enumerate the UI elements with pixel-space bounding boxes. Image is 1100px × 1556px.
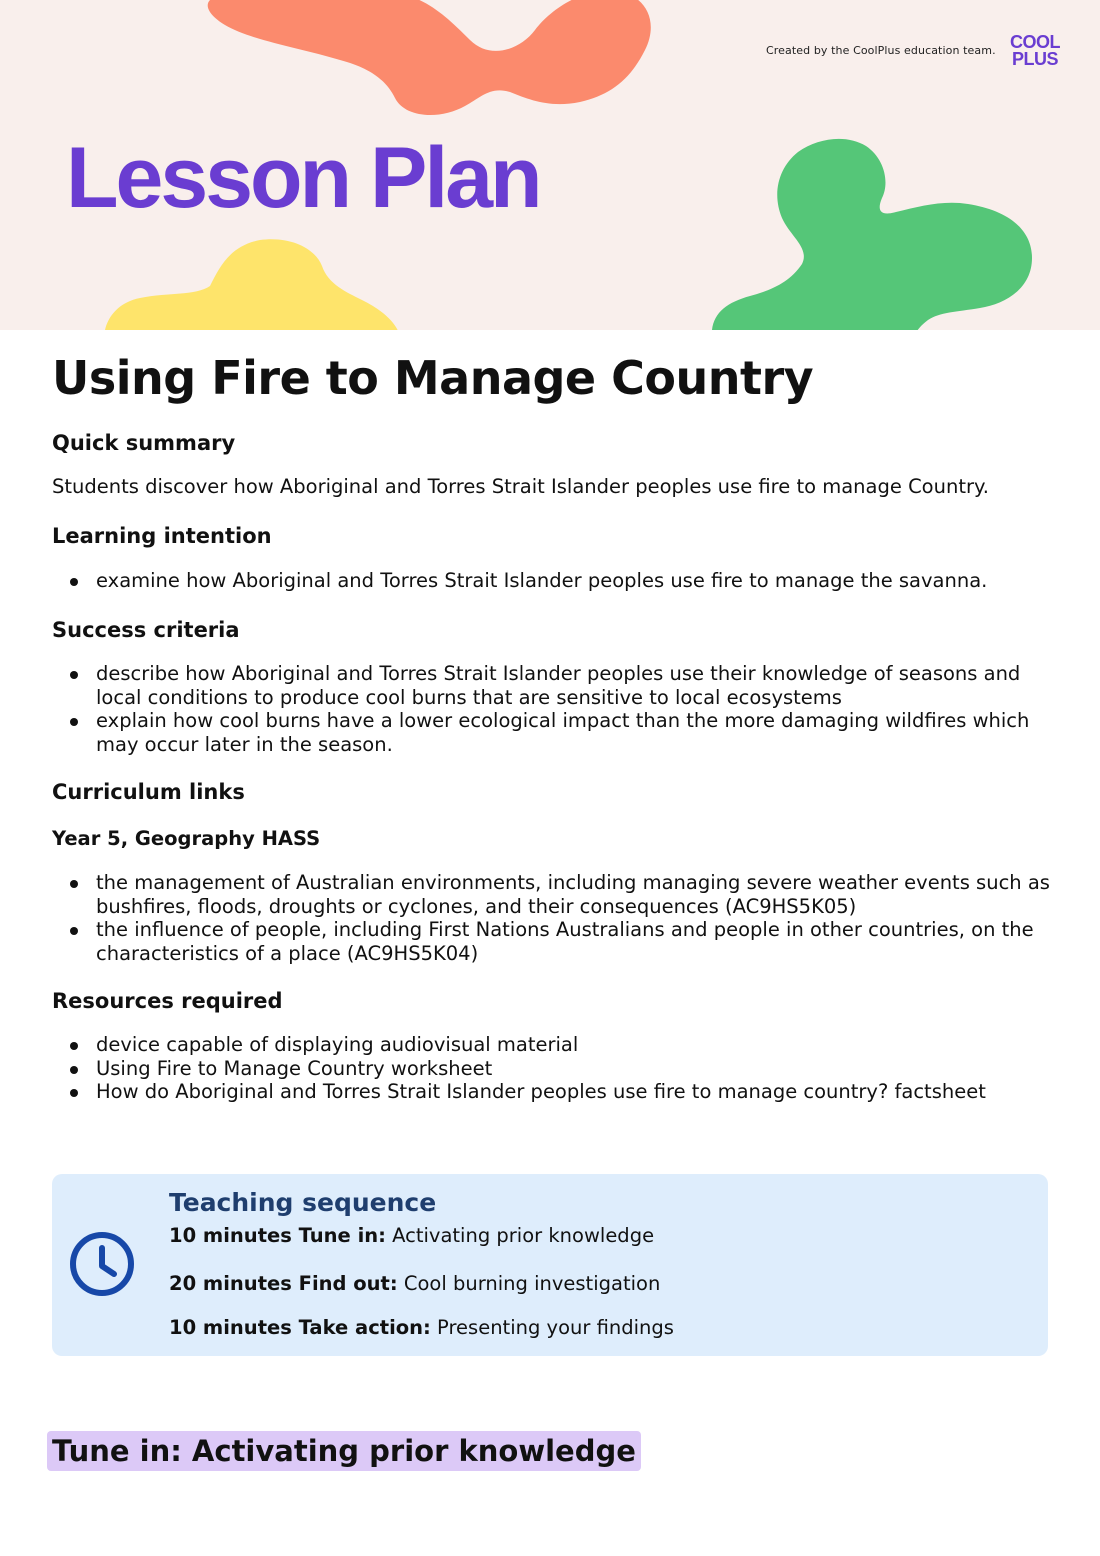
sequence-item bbox=[169, 1272, 660, 1296]
curriculum-links-list bbox=[52, 871, 1052, 965]
quick-summary-text: Students discover how Aboriginal and Torres Strait Islander peoples use fire to manage Country. bbox=[52, 475, 989, 498]
credit-text: Created by the CoolPlus education team. bbox=[766, 44, 996, 57]
green-decoration bbox=[706, 132, 1046, 330]
logo-line-1: COOL bbox=[1010, 32, 1060, 52]
teaching-sequence-box bbox=[52, 1174, 1048, 1356]
learning-intention-list bbox=[52, 569, 1052, 593]
resources-heading: Resources required bbox=[52, 989, 283, 1013]
lesson-content bbox=[52, 345, 1052, 1103]
list-item: Using Fire to Manage Country worksheet bbox=[52, 1057, 1052, 1081]
sequence-item bbox=[169, 1224, 654, 1248]
sequence-item bbox=[169, 1316, 674, 1340]
curriculum-links-heading: Curriculum links bbox=[52, 780, 245, 804]
sequence-item-text: Activating prior knowledge bbox=[385, 1224, 655, 1247]
list-item: device capable of displaying audiovisual material bbox=[52, 1033, 1052, 1057]
hero-banner bbox=[0, 0, 1100, 330]
success-criteria-heading: Success criteria bbox=[52, 618, 240, 642]
list-item: How do Aboriginal and Torres Strait Islander peoples use fire to manage country? factsheet bbox=[52, 1080, 1052, 1104]
sequence-item-label: 10 minutes Take action: bbox=[169, 1316, 431, 1339]
success-criteria-list bbox=[52, 662, 1052, 756]
lesson-title: Using Fire to Manage Country bbox=[52, 351, 814, 405]
learning-intention-heading: Learning intention bbox=[52, 524, 272, 548]
list-item: the management of Australian environments, including managing severe weather events such as bushfires, floods, droughts or cyclones, and their consequences (AC9HS5K05) bbox=[52, 871, 1052, 918]
coolplus-logo bbox=[1003, 34, 1067, 74]
list-item: examine how Aboriginal and Torres Strait Islander peoples use fire to manage the savanna. bbox=[52, 569, 1052, 593]
list-item: the influence of people, including First Nations Australians and people in other countries, on the characteristics of a place (AC9HS5K04) bbox=[52, 918, 1052, 965]
logo-line-2: PLUS bbox=[1011, 49, 1058, 69]
orange-decoration bbox=[190, 0, 670, 130]
clock-icon bbox=[68, 1230, 136, 1298]
teaching-sequence-title: Teaching sequence bbox=[169, 1188, 437, 1217]
sequence-item-text: Cool burning investigation bbox=[397, 1272, 661, 1295]
quick-summary-heading: Quick summary bbox=[52, 431, 236, 455]
list-item: explain how cool burns have a lower ecological impact than the more damaging wildfires which may occur later in the season. bbox=[52, 709, 1052, 756]
tune-in-heading: Tune in: Activating prior knowledge bbox=[47, 1431, 641, 1471]
sequence-item-label: 20 minutes Find out: bbox=[169, 1272, 398, 1295]
curriculum-subheading: Year 5, Geography HASS bbox=[52, 827, 321, 850]
sequence-item-label: 10 minutes Tune in: bbox=[169, 1224, 386, 1247]
yellow-decoration bbox=[100, 236, 410, 330]
list-item: describe how Aboriginal and Torres Strait Islander peoples use their knowledge of seasons and local conditions to produce cool burns that are sensitive to local ecosystems bbox=[52, 662, 1052, 709]
resources-list bbox=[52, 1033, 1052, 1104]
sequence-item-text: Presenting your findings bbox=[430, 1316, 674, 1339]
page-banner-title: Lesson Plan bbox=[66, 130, 540, 226]
